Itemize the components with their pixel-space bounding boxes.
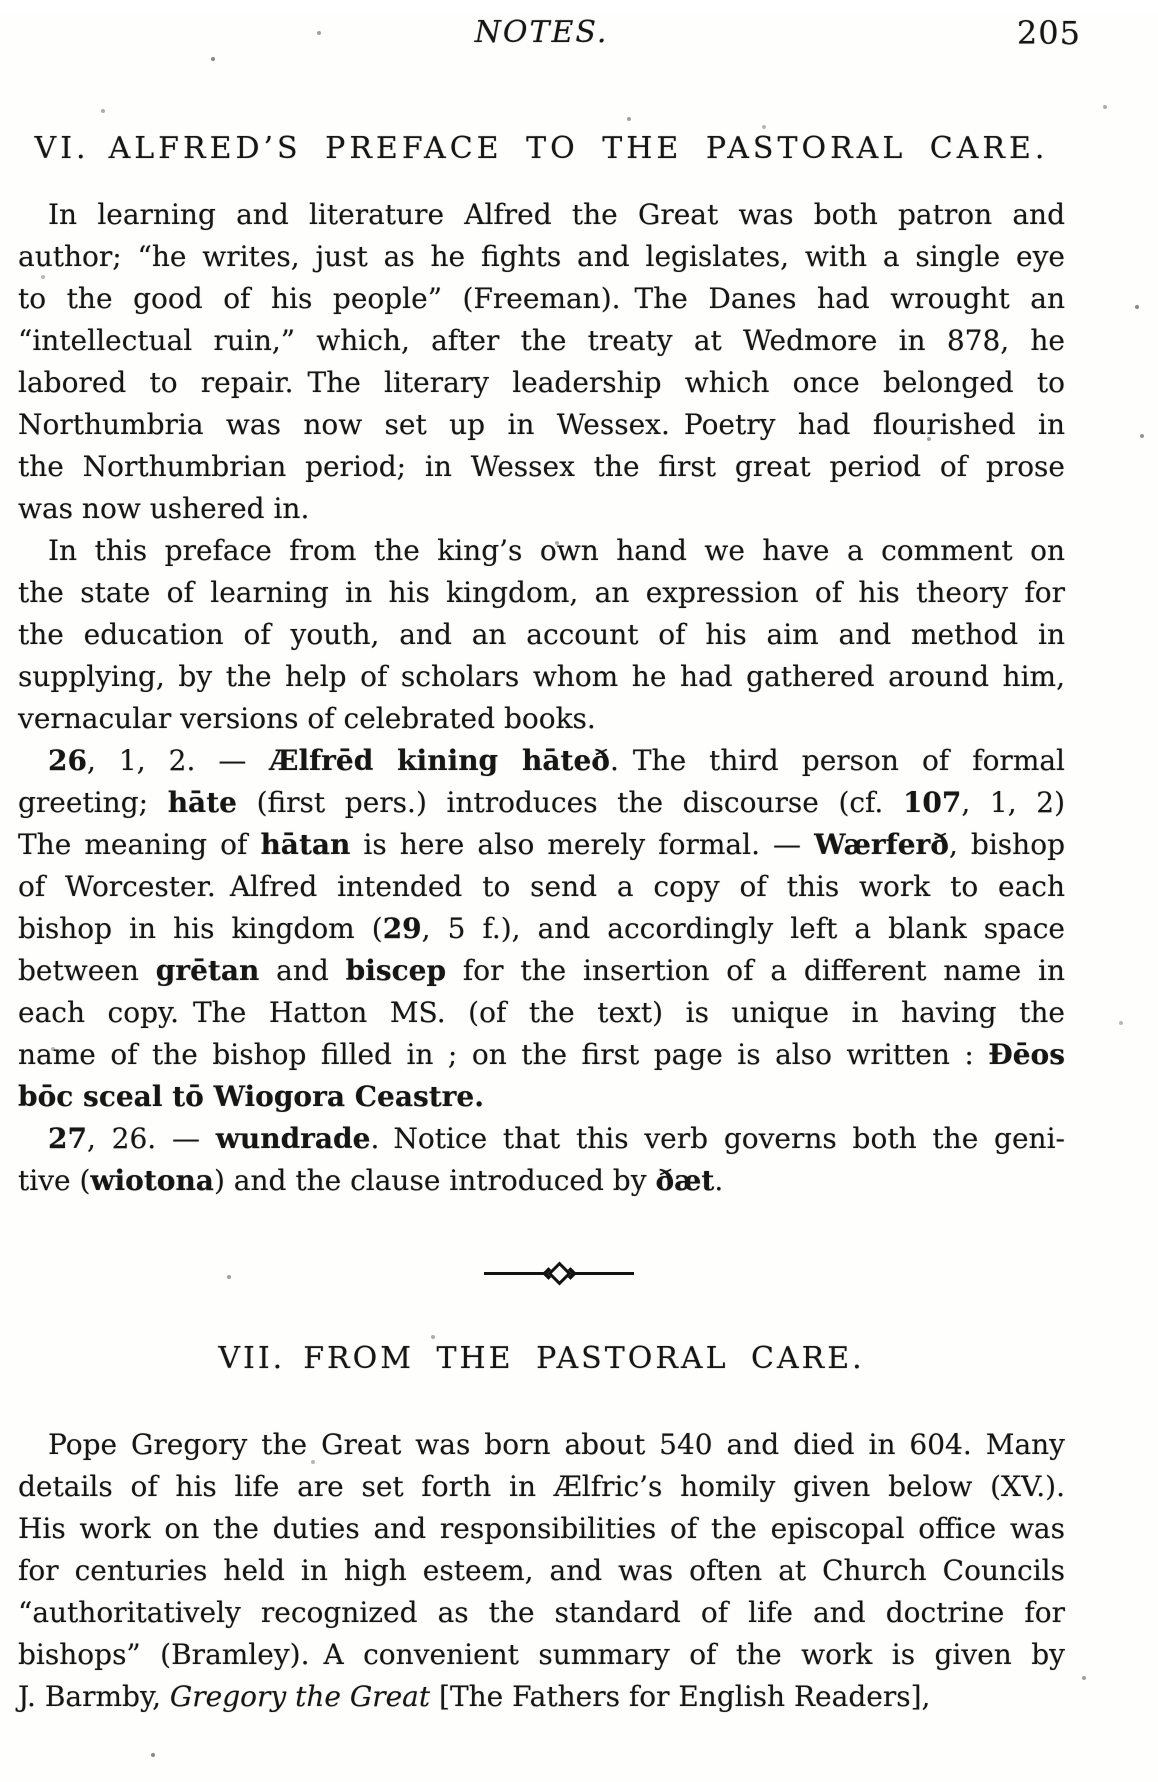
gregory-paragraph [18, 1424, 1065, 1718]
text-line [18, 614, 1065, 656]
text-line [18, 530, 1065, 572]
text-segment: J. Barmby, [18, 1680, 170, 1713]
text-flow [18, 128, 1065, 1718]
text-line [18, 278, 1065, 320]
text-line [18, 572, 1065, 614]
text-segment: In learning and literature Alfred the Great was both patron and [48, 198, 1065, 231]
section-divider [484, 1264, 634, 1282]
text-segment: Gregory the Great [169, 1680, 431, 1713]
text-segment: “authoritatively recognized as the standard of life and doctrine for [18, 1596, 1065, 1629]
text-segment: 29 [382, 912, 422, 945]
text-segment: for the insertion of a different name in [446, 954, 1066, 987]
text-segment: to the good of his people” (Freeman). The Danes had wrought an [18, 282, 1065, 315]
text-segment: Ælfrēd kining hāteð [269, 744, 610, 777]
scan-noise [0, 14, 2, 16]
text-segment: “intellectual ruin,” which, after the treaty at Wedmore in 878, he [18, 324, 1065, 357]
text-segment: hātan [260, 828, 351, 861]
text-line [18, 950, 1065, 992]
page-number: 205 [1016, 14, 1081, 52]
text-segment: The meaning of [18, 828, 261, 861]
text-line [18, 992, 1065, 1034]
text-segment: , 1, 2. — [86, 744, 270, 777]
note-26 [18, 740, 1065, 1118]
text-segment: ) and the clause introduced by [213, 1164, 656, 1197]
text-segment: was now ushered in. [18, 492, 310, 525]
text-segment: and [259, 954, 346, 987]
text-segment: ðæt [655, 1164, 715, 1197]
text-segment: name of the bishop filled in ; on the first page is also written : [18, 1038, 989, 1071]
text-line [18, 194, 1065, 236]
text-line [18, 1034, 1065, 1076]
text-segment: , 26. — [86, 1122, 216, 1155]
intro-paragraph [18, 194, 1065, 530]
text-segment: Wærferð [814, 828, 949, 861]
text-segment: bishop in his kingdom ( [18, 912, 383, 945]
text-segment: the education of youth, and an account of his aim and method in [18, 618, 1065, 651]
text-segment: Northumbria was now set up in Wessex. Poetry had flourished in [18, 408, 1065, 441]
running-title: NOTES. [474, 15, 609, 50]
text-segment: Ðēos [988, 1038, 1065, 1071]
text-line [18, 782, 1065, 824]
text-segment: each copy. The Hatton MS. (of the text) is unique in having the [18, 996, 1065, 1029]
preface-comment-paragraph [18, 530, 1065, 740]
text-line [18, 1508, 1065, 1550]
text-segment: the Northumbrian period; in Wessex the first great period of prose [18, 450, 1065, 483]
text-segment: of Worcester. Alfred intended to send a copy of this work to each [18, 870, 1065, 903]
running-header [18, 14, 1081, 52]
text-segment: supplying, by the help of scholars whom he had gathered around him, [18, 660, 1065, 693]
text-segment: grētan [155, 954, 260, 987]
text-segment: . Notice that this verb governs both the geni- [370, 1122, 1065, 1155]
text-line [18, 1160, 1065, 1202]
text-line [18, 824, 1065, 866]
text-line [18, 1118, 1065, 1160]
divider-rule-right [574, 1272, 635, 1275]
text-segment: . [714, 1164, 724, 1197]
text-line [18, 446, 1065, 488]
text-line [18, 236, 1065, 278]
text-segment: biscep [345, 954, 447, 987]
text-line [18, 1592, 1065, 1634]
text-segment: author; “he writes, just as he fights and legislates, with a single eye [18, 240, 1065, 273]
text-segment: for centuries held in high esteem, and was often at Church Councils [18, 1554, 1065, 1587]
text-line [18, 320, 1065, 362]
text-line [18, 866, 1065, 908]
text-line [18, 1550, 1065, 1592]
text-line [18, 656, 1065, 698]
text-segment: bishops” (Bramley). A convenient summary of the work is given by [18, 1638, 1065, 1671]
text-segment: (first pers.) introduces the discourse (cf. [236, 786, 903, 819]
text-line [18, 1424, 1065, 1466]
text-segment: Pope Gregory the Great was born about 540 and died in 604. Many [48, 1428, 1065, 1461]
text-segment: His work on the duties and responsibilities of the episcopal office was [18, 1512, 1065, 1545]
divider-diamond-icon [547, 1261, 571, 1285]
text-segment: , 1, 2) [961, 786, 1065, 819]
section-heading-vii: VII. FROM THE PASTORAL CARE. [218, 1341, 865, 1376]
text-segment: , 5 f.), and accordingly left a blank space [421, 912, 1065, 945]
text-segment: is here also merely formal. — [350, 828, 815, 861]
note-27 [18, 1118, 1065, 1202]
text-segment: , bishop [948, 828, 1065, 861]
text-segment: between [18, 954, 156, 987]
text-segment: . The third person of formal [609, 744, 1066, 777]
text-line [18, 488, 1065, 530]
section-heading-vi: VI. ALFRED’S PREFACE TO THE PASTORAL CARE. [34, 131, 1049, 166]
text-line [18, 1676, 1065, 1718]
text-line [18, 362, 1065, 404]
text-line [18, 740, 1065, 782]
text-segment: wiotona [90, 1164, 214, 1197]
book-page [0, 14, 1158, 1782]
text-line [18, 698, 1065, 740]
text-line [18, 1076, 1065, 1118]
text-segment: wundrade [215, 1122, 371, 1155]
text-segment: 107 [902, 786, 962, 819]
text-segment: hāte [167, 786, 237, 819]
text-segment: [The Fathers for English Readers], [430, 1680, 931, 1713]
text-segment: 26 [48, 744, 87, 777]
text-segment: greeting; [18, 786, 168, 819]
text-segment: labored to repair. The literary leadership which once belonged to [18, 366, 1065, 399]
text-line [18, 404, 1065, 446]
text-line [18, 908, 1065, 950]
text-segment: details of his life are set forth in Ælfric’s homily given below (XV.). [18, 1470, 1065, 1503]
text-line [18, 1466, 1065, 1508]
text-segment: bōc sceal tō Wiogora Ceastre. [18, 1080, 484, 1113]
text-segment: In this preface from the king’s own hand we have a comment on [48, 534, 1065, 567]
text-segment: the state of learning in his kingdom, an expression of his theory for [18, 576, 1065, 609]
text-segment: tive ( [18, 1164, 91, 1197]
text-segment: vernacular versions of celebrated books. [18, 702, 596, 735]
divider-rule-left [484, 1272, 545, 1275]
text-line [18, 1634, 1065, 1676]
text-segment: 27 [48, 1122, 87, 1155]
